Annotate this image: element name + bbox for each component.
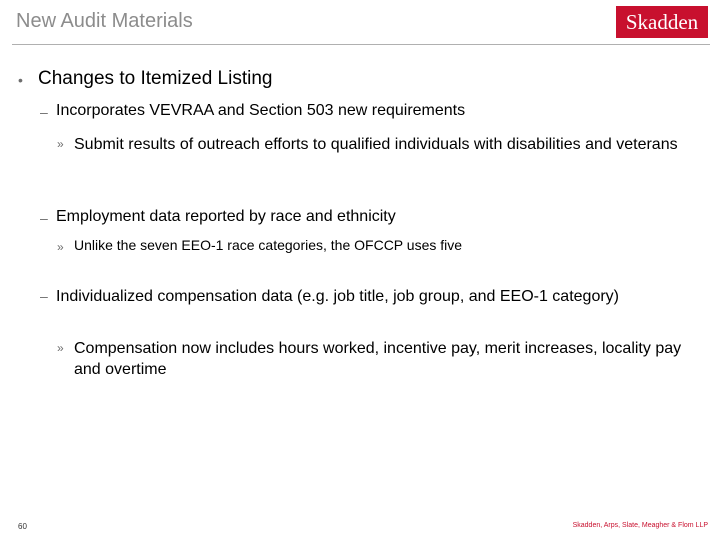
detail-1-marker: » xyxy=(57,137,64,151)
slide-title: New Audit Materials xyxy=(16,10,193,32)
skadden-logo: Skadden xyxy=(616,6,708,38)
page-number: 60 xyxy=(18,522,27,531)
sub-bullet-3-text: Individualized compensation data (e.g. job title, job group, and EEO-1 category) xyxy=(56,288,619,305)
detail-1-text: Submit results of outreach efforts to qualified individuals with disabilities and veterans xyxy=(74,136,678,153)
bullet-text: Changes to Itemized Listing xyxy=(38,68,273,89)
detail-3-marker: » xyxy=(57,341,64,355)
sub-bullet-2-text: Employment data reported by race and ethnicity xyxy=(56,208,396,225)
sub-bullet-1-marker: – xyxy=(40,104,48,120)
detail-3-text: Compensation now includes hours worked, incentive pay, merit increases, locality pay and overtime xyxy=(74,340,682,378)
sub-bullet-1-text: Incorporates VEVRAA and Section 503 new requirements xyxy=(56,102,466,119)
firm-name: Skadden, Arps, Slate, Meagher & Flom LLP xyxy=(572,522,708,529)
sub-bullet-3-marker: – xyxy=(40,288,48,304)
detail-2-text: Unlike the seven EEO-1 race categories, the OFCCP uses five xyxy=(74,237,463,253)
bullet-marker: • xyxy=(18,72,23,88)
sub-bullet-2-marker: – xyxy=(40,210,48,226)
title-divider xyxy=(12,44,710,45)
detail-2-marker: » xyxy=(57,240,64,254)
